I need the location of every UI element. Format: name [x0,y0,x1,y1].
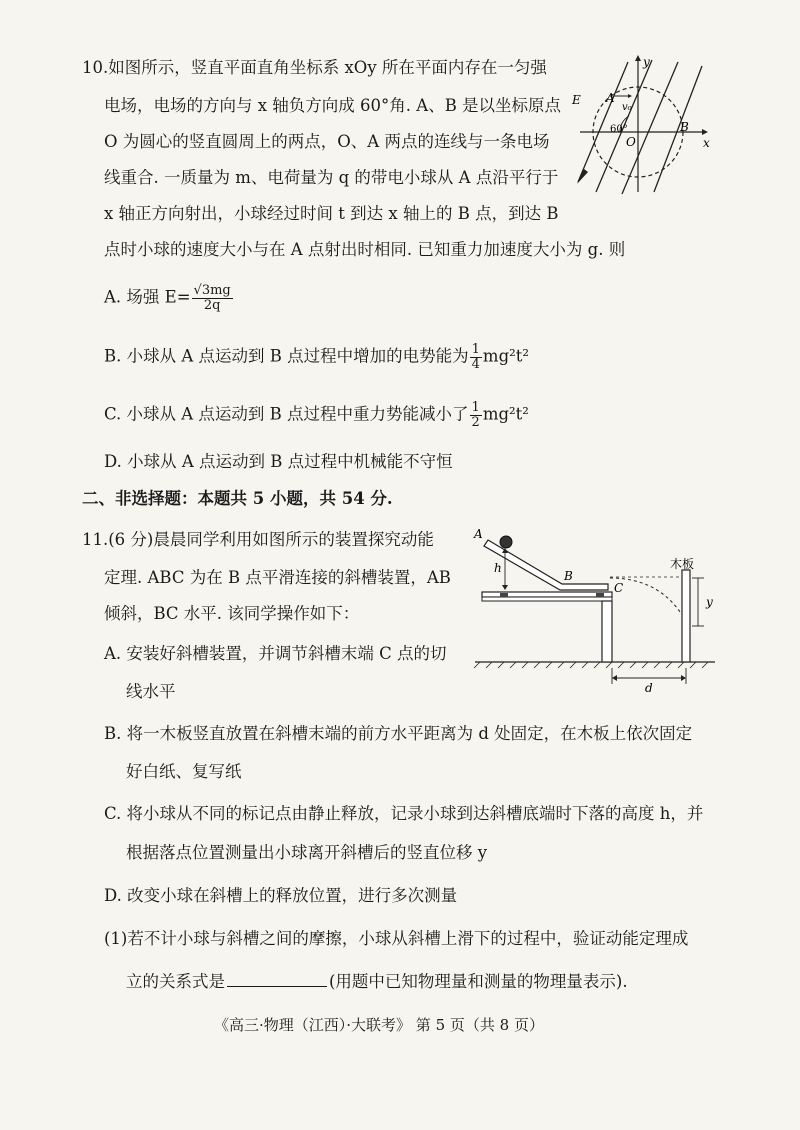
relation-note: (用题中已知物理量和测量的物理量表示). [329,972,628,991]
section-heading: 二、非选择题：本题共 5 小题，共 54 分. [82,489,393,508]
q11-line-2: 定理. ABC 为在 B 点平滑连接的斜槽装置，AB [104,568,451,587]
field-line-4 [654,66,702,192]
option-c-tail: mg²t² [482,404,529,424]
d-arrow-right-icon [681,675,686,681]
answer-blank[interactable] [227,972,327,987]
q11-step-a-line-1: A. 安装好斜槽装置，并调节斜槽末端 C 点的切 [104,644,447,663]
q10-field-diagram [570,52,715,200]
option-b-label: B. 小球从 A 点运动到 B 点过程中增加的电势能为 [104,346,469,366]
option-a-fraction [192,284,233,312]
q10-line-1: 10.如图所示，竖直平面直角坐标系 xOy 所在平面内存在一匀强 [82,58,547,77]
q10-option-c [104,401,529,429]
q10-line-2: 电场，电场的方向与 x 轴负方向成 60°角. A、B 是以坐标原点 [104,96,562,115]
option-a-label: A. 场强 E= [104,287,191,307]
q10-option-d: D. 小球从 A 点运动到 B 点过程中机械能不守恒 [104,452,453,471]
label-y: y [643,55,650,69]
q11-step-c-line-1: C. 将小球从不同的标记点由静止释放，记录小球到达斜槽底端时下落的高度 h，并 [104,804,704,823]
clamp-right [596,593,604,597]
h-arrow-down-icon [502,585,508,590]
fraction-denominator: 4 [471,356,480,372]
field-line-1 [578,62,628,182]
fraction-numerator: 1 [471,400,480,415]
v0-arrow-icon [628,94,632,98]
label-h: h [494,561,502,575]
field-line-3 [622,62,678,194]
table-base [482,597,612,601]
wooden-board [682,570,690,662]
d-arrow-left-icon [612,675,617,681]
label-angle: 60° [610,124,628,135]
label-a: A [606,91,615,105]
q10-option-a [104,284,234,312]
option-c-label: C. 小球从 A 点运动到 B 点过程中重力势能减小了 [104,404,469,424]
q11-sub-1-line-1: (1)若不计小球与斜槽之间的摩擦，小球从斜槽上滑下的过程中，验证动能定理成 [104,929,689,948]
q10-line-6: 点时小球的速度大小与在 A 点射出时相同. 已知重力加速度大小为 g. 则 [104,240,626,259]
fraction-numerator: 1 [471,342,480,357]
fraction-numerator: √3mg [193,283,231,298]
q11-step-b-line-1: B. 将一木板竖直放置在斜槽末端的前方水平距离为 d 处固定，在木板上依次固定 [104,724,693,743]
table-leg [602,601,612,662]
ball [500,536,512,548]
option-b-fraction [470,343,482,371]
q11-line-3: 倾斜，BC 水平. 该同学操作如下： [104,604,360,623]
label-d: d [645,681,653,694]
q11-line-1: 11.(6 分)晨晨同学利用如图所示的装置探究动能 [82,530,434,549]
q10-line-3: O 为圆心的竖直圆周上的两点，O、A 两点的连线与一条电场 [104,132,550,151]
label-o: O [626,135,636,149]
x-axis-arrow-icon [702,129,708,135]
q10-option-b [104,343,529,371]
relation-prompt: 立的关系式是 [126,972,225,991]
fraction-denominator: 2 [471,414,480,430]
q10-line-5: x 轴正方向射出，小球经过时间 t 到达 x 轴上的 B 点，到达 B [104,204,559,223]
fraction-denominator: 2q [203,297,221,313]
label-x: x [703,136,710,150]
q11-step-d: D. 改变小球在斜槽上的释放位置，进行多次测量 [104,886,458,905]
q11-sub-1-line-2 [126,972,628,991]
y-axis-arrow-icon [635,55,641,61]
label-v0: v₀ [622,102,632,113]
label-e: E [572,93,581,107]
q11-step-a-line-2: 线水平 [126,682,176,701]
clamp-left [500,593,508,597]
label-b: B [564,569,573,583]
option-c-fraction [470,401,482,429]
q11-step-b-line-2: 好白纸、复写纸 [126,762,242,781]
ground-hatch [474,662,708,668]
q11-step-c-line-2: 根据落点位置测量出小球离开斜槽后的竖直位移 y [126,843,488,862]
q11-apparatus-diagram [470,522,720,694]
page-footer: 《高三·物理（江西）·大联考》 第 5 页（共 8 页） [214,1016,544,1034]
label-b: B [680,120,689,134]
label-c: C [614,581,624,595]
option-b-tail: mg²t² [482,346,529,366]
q10-line-4: 线重合. 一质量为 m、电荷量为 q 的带电小球从 A 点沿平行于 [104,168,559,187]
label-y: y [706,595,713,609]
label-board: 木板 [670,557,695,571]
label-a: A [474,527,483,541]
